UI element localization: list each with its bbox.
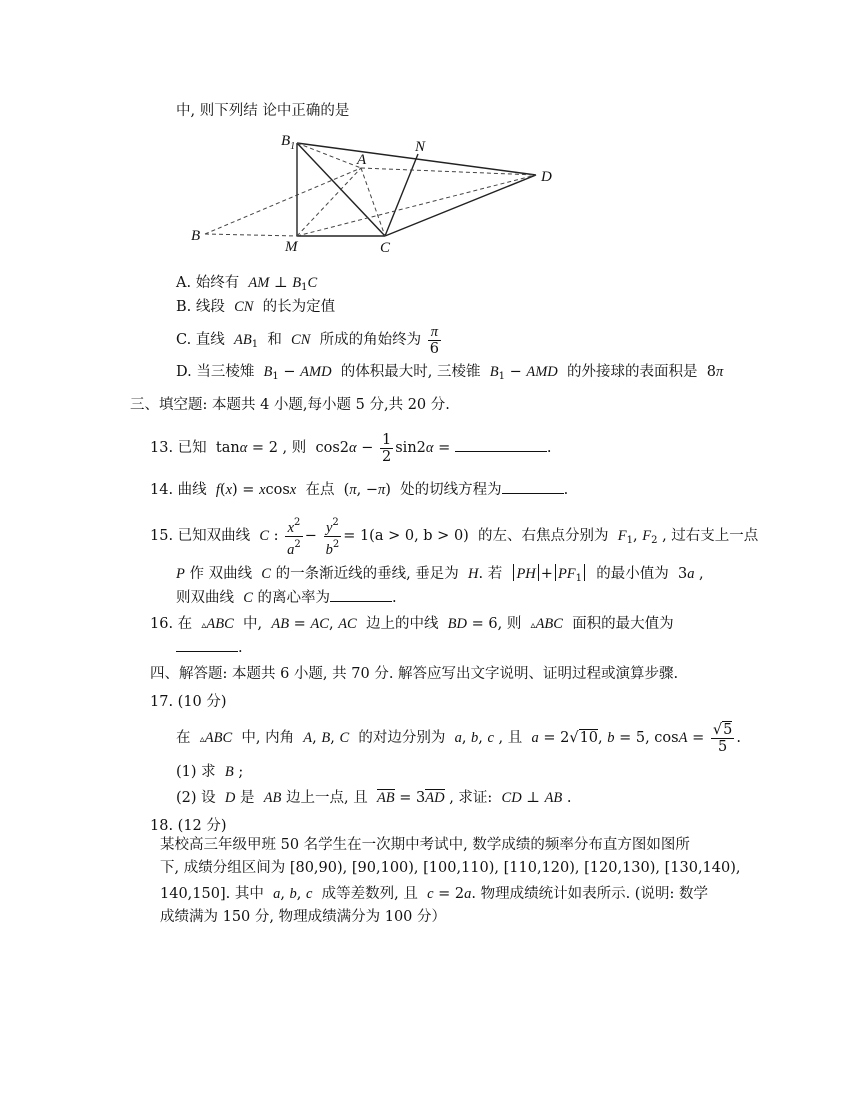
q15-line2-a: 作 双曲线	[189, 566, 253, 582]
option-c-text: 所成的角始终为	[319, 332, 422, 348]
answer-blank-14[interactable]	[502, 479, 564, 494]
q16-mid: 中,	[243, 616, 263, 632]
answer-blank-16[interactable]	[176, 637, 238, 652]
q14-suffix: 处的切线方程为	[400, 482, 502, 498]
q17-part1-text: (1) 求	[176, 764, 216, 780]
q16-mid2: 边上的中线	[365, 616, 439, 632]
q18-line2-prefix: 下, 成绩分组区间为	[160, 860, 286, 876]
label-m: M	[285, 239, 298, 255]
q17-mid: 中, 内角	[241, 730, 295, 746]
question-17-part-1: (1) 求 B ;	[176, 764, 244, 780]
q13-mid: , 则	[282, 440, 307, 456]
q16-suffix2: 面积的最大值为	[572, 616, 674, 632]
q15-line3-b: 的离心率为	[257, 590, 330, 606]
q16-suffix: , 则	[497, 616, 522, 632]
option-a-label: A. 始终有	[176, 275, 240, 291]
q15-condition: 1(a > 0, b > 0)	[359, 528, 469, 544]
q16-prefix: 16. 在	[150, 616, 193, 632]
q17-mid2: 的对边分别为	[358, 730, 446, 746]
question-18-line-4: 成绩满为 150 分, 物理成绩满分为 100 分）	[160, 909, 447, 925]
question-17-heading: 17. (10 分)	[150, 694, 227, 710]
question-17-intro: 在 ▵ABC 中, 内角 A, B, C 的对边分别为 a, b, c , 且 a = 2√10, b = 5, cosA = $\frac{√5}{5}$ .	[176, 721, 741, 755]
option-c-and: 和	[267, 332, 282, 348]
question-17-part-2: (2) 设 D 是 AB 边上一点, 且 AB = 3AD , 求证: CD ⊥ AB .	[176, 790, 572, 806]
q17-mid3: , 且	[498, 730, 523, 746]
option-a: A. 始终有 AM ⊥ $B_1C$	[176, 275, 318, 293]
q18-line3-mid: 成等差数列, 且	[321, 886, 418, 902]
fraction-x2-a2: $\frac{x^2}{a^2}$	[287, 516, 301, 558]
q17-prefix: 在	[176, 730, 191, 746]
fraction-sqrt5-over-5: $\frac{√5}{5}$	[712, 721, 733, 755]
question-18-line-3: 140,150]. 其中 a, b, c 成等差数列, 且 c = 2a. 物理成绩统计如表所示. (说明: 数学	[160, 886, 708, 902]
fraction-pi-over-6: $\frac{\pi}{6}$	[429, 323, 439, 357]
dashed-m-d	[297, 175, 536, 236]
section-4-heading: 四、解答题: 本题共 6 小题, 共 70 分. 解答应写出文字说明、证明过程或演算步骤.	[150, 666, 679, 682]
option-b-label: B. 线段	[176, 299, 225, 315]
q15-line2-b: 的一条渐近线的垂线, 垂足为	[275, 566, 459, 582]
edge-c-d	[385, 175, 536, 236]
question-14: 14. 曲线 f(x) = xcosx 在点 (π, −π) 处的切线方程为 .	[150, 479, 568, 500]
question-16-line-2: .	[176, 637, 243, 658]
label-d: D	[541, 169, 552, 185]
dashed-b-a	[205, 168, 361, 234]
q17-part2-mid: 是	[239, 790, 255, 806]
label-a: A	[357, 152, 367, 168]
q17-part2-mid2: 边上一点, 且	[286, 790, 368, 806]
option-c: C. 直线 $AB_1$ 和 CN 所成的角始终为 $\frac{\pi}{6}$	[176, 323, 439, 357]
label-b: B	[191, 228, 201, 244]
dashed-a-c	[361, 168, 385, 236]
question-15-line-1: 15. 已知双曲线 C : $\frac{x^2}{a^2}$ − $\frac{y^2}{b^2}$ = 1(a > 0, b > 0) 的左、右焦点分别为 $F_1$, $F_2$ , 过右支上一点	[150, 516, 759, 558]
answer-blank-15[interactable]	[330, 587, 392, 602]
geometry-figure	[185, 128, 605, 258]
q15-line2-c: . 若	[478, 566, 503, 582]
label-c: C	[380, 240, 391, 256]
q15-suffix: , 过右支上一点	[662, 528, 759, 544]
q15-line3-a: 则双曲线	[176, 590, 234, 606]
label-b1: $B_1$	[281, 133, 296, 152]
label-n: N	[415, 139, 426, 155]
option-d-text: 的外接球的表面积是	[566, 364, 698, 380]
dashed-b-m	[205, 234, 297, 236]
edge-c-n	[385, 154, 418, 236]
q14-mid: 在点	[305, 482, 335, 498]
option-d-label: D. 当三棱雉	[176, 364, 255, 380]
question-18-heading: 18. (12 分)	[150, 818, 227, 834]
q18-line3-prefix: 140,150]. 其中	[160, 886, 264, 902]
q15-prefix: 15. 已知双曲线	[150, 528, 251, 544]
section-3-heading: 三、填空题: 本题共 4 小题,每小题 5 分,共 20 分.	[130, 397, 450, 413]
option-d-mid: 的体积最大时, 三棱锥	[340, 364, 481, 380]
question-15-line-3: 则双曲线 C 的离心率为 .	[176, 587, 397, 608]
fraction-one-half: $\frac{1}{2}$	[382, 431, 392, 465]
q15-mid: 的左、右焦点分别为	[478, 528, 609, 544]
answer-blank-13[interactable]	[455, 437, 547, 452]
question-18-line-2	[160, 858, 741, 878]
option-b: B. 线段 CN 的长为定值	[176, 299, 336, 315]
q13-prefix: 13. 已知	[150, 440, 207, 456]
question-16: 16. 在 ▵ABC 中, AB = AC, AC 边上的中线 BD = 6, 则 ▵ABC 面积的最大值为	[150, 616, 674, 632]
dashed-m-a	[297, 168, 361, 236]
question-13: 13. 已知 tanα = 2 , 则 cos2α − $\frac{1}{2}$ sin2α = .	[150, 431, 552, 465]
question-12-intro: 中, 则下列结 论中正确的是	[176, 103, 350, 119]
q17-part2-suffix: , 求证:	[449, 790, 493, 806]
question-15-line-2: P 作 双曲线 C 的一条渐近线的垂线, 垂足为 H. 若 PH + $PF_1$ 的最小值为 3a ,	[176, 566, 704, 584]
q15-line2-d: 的最小值为	[596, 566, 669, 582]
q18-line3-suffix: . 物理成绩统计如表所示. (说明: 数学	[471, 886, 708, 902]
option-b-text: 的长为定值	[262, 299, 336, 315]
q14-prefix: 14. 曲线	[150, 482, 207, 498]
option-d: D. 当三棱雉 $B_1$ − AMD 的体积最大时, 三棱锥 $B_1$ − AMD 的外接球的表面积是 8π	[176, 364, 724, 382]
q17-part2-prefix: (2) 设	[176, 790, 216, 806]
fraction-y2-b2: $\frac{y^2}{b^2}$	[325, 516, 340, 558]
option-c-label: C. 直线	[176, 332, 225, 348]
q18-intervals: [80,90), [90,100), [100,110), [110,120), [120,130), [130,140),	[289, 860, 741, 876]
question-18-line-1: 某校高三年级甲班 50 名学生在一次期中考试中, 数学成绩的频率分布直方图如图所	[160, 837, 690, 853]
